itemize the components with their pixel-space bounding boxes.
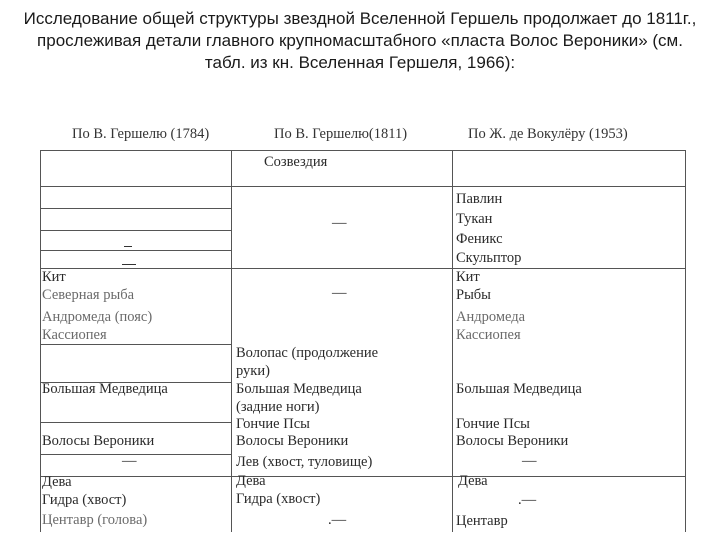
row-divider bbox=[40, 268, 686, 269]
constellation-table bbox=[40, 150, 686, 532]
cell-kit: Кит bbox=[456, 269, 480, 285]
page-title: Исследование общей структуры звездной Вселенной Гершель продолжает до 1811г., прослеживая детали главного крупномасштабного «пласта Волос Вероники» (см. табл. из кн. Вселенная Гершеля, 1966): bbox=[23, 9, 697, 72]
cell-pisces: Рыбы bbox=[456, 287, 491, 303]
cell-dash: — bbox=[332, 285, 347, 301]
dash-mark bbox=[124, 246, 132, 247]
cell-virgo: Дева bbox=[458, 473, 488, 489]
cell-centaur: Центавр bbox=[456, 513, 508, 529]
row-divider bbox=[40, 344, 232, 345]
cell-canes-venatici: Гончие Псы bbox=[236, 416, 310, 432]
cell-coma-berenices: Волосы Вероники bbox=[42, 433, 155, 449]
column-header-herschel-1784: По В. Гершелю (1784) bbox=[72, 126, 210, 142]
cell-dash: — bbox=[332, 215, 347, 231]
cell-dash: .— bbox=[518, 492, 537, 508]
cell-kit: Кит bbox=[42, 269, 66, 285]
row-divider bbox=[40, 230, 232, 231]
cell-centaur-head: Центавр (голова) bbox=[42, 512, 148, 528]
cell-ursa-major-cont: (задние ноги) bbox=[236, 399, 320, 415]
cell-dash: — bbox=[122, 453, 137, 469]
cell-dash: .— bbox=[328, 512, 347, 528]
cell-andromeda: Андромеда bbox=[456, 309, 526, 325]
cell-hydra-tail: Гидра (хвост) bbox=[236, 491, 321, 507]
cell-hydra-tail: Гидра (хвост) bbox=[42, 492, 127, 508]
cell-bootes: Волопас (продолжение bbox=[236, 345, 379, 361]
column-header-herschel-1811: По В. Гершелю(1811) bbox=[274, 126, 408, 142]
cell-tucana: Тукан bbox=[456, 211, 493, 227]
cell-sculptor: Скульптор bbox=[456, 250, 522, 266]
row-divider bbox=[40, 208, 232, 209]
row-divider bbox=[40, 476, 686, 477]
cell-northern-fish: Северная рыба bbox=[42, 287, 135, 303]
row-divider bbox=[40, 186, 686, 187]
cell-canes-venatici: Гончие Псы bbox=[456, 416, 530, 432]
cell-phoenix: Феникс bbox=[456, 231, 503, 247]
table-border-right bbox=[685, 150, 686, 532]
cell-cassiopeia: Кассиопея bbox=[42, 327, 107, 343]
cell-andromeda-belt: Андромеда (пояс) bbox=[42, 309, 153, 325]
cell-coma-berenices: Волосы Вероники bbox=[236, 433, 349, 449]
cell-ursa-major: Большая Медведица bbox=[456, 381, 582, 397]
cell-leo: Лев (хвост, туловище) bbox=[236, 454, 373, 470]
cell-ursa-major: Большая Медведица bbox=[42, 381, 168, 397]
row-divider bbox=[40, 250, 232, 251]
cell-virgo: Дева bbox=[42, 474, 72, 490]
table-border-top bbox=[40, 150, 686, 151]
cell-dash: — bbox=[522, 453, 537, 469]
column-divider-2 bbox=[452, 150, 453, 532]
cell-cassiopeia: Кассиопея bbox=[456, 327, 521, 343]
cell-ursa-major: Большая Медведица bbox=[236, 381, 362, 397]
column-header-vaucouleurs-1953: По Ж. де Вокулёру (1953) bbox=[468, 126, 628, 142]
cell-coma-berenices: Волосы Вероники bbox=[456, 433, 569, 449]
cell-virgo: Дева bbox=[236, 473, 266, 489]
constellations-label: Созвездия bbox=[264, 154, 328, 170]
dash-mark bbox=[122, 264, 136, 265]
row-divider bbox=[40, 422, 232, 423]
cell-pavo: Павлин bbox=[456, 191, 503, 207]
cell-bootes-cont: руки) bbox=[236, 363, 270, 379]
